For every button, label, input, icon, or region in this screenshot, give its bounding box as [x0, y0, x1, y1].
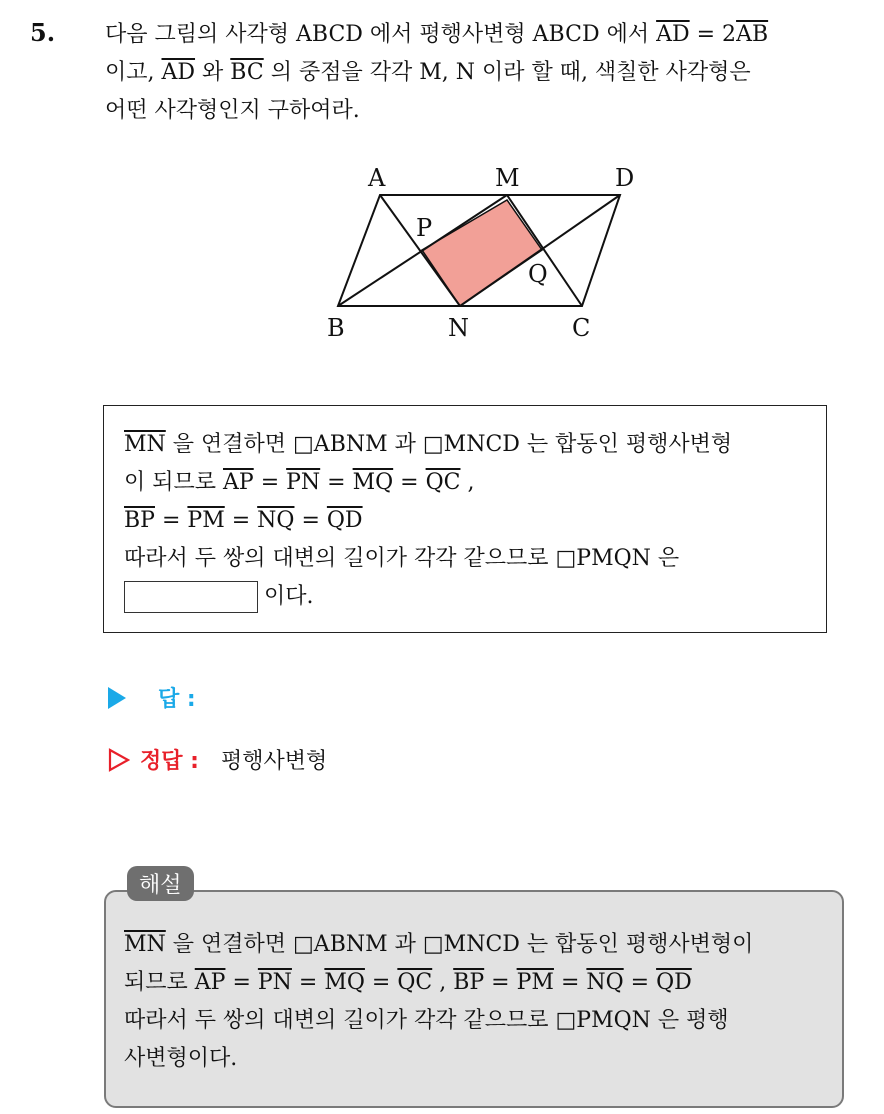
segment-pn: $\overline{PN}$ — [257, 970, 292, 995]
segment-nq: $\overline{NQ}$ — [257, 508, 295, 533]
segment-ad: $\overline{AD}$ — [161, 60, 196, 85]
proof-line-2-pre: 이 되므로 — [124, 470, 223, 495]
explanation-line-1 — [124, 926, 842, 964]
parallelogram-figure — [310, 160, 650, 350]
equals-sign: = — [253, 470, 287, 495]
equals-sign: = — [294, 508, 327, 533]
equals-sign: = — [364, 970, 398, 995]
segment-mq: $\overline{MQ}$ — [352, 470, 394, 495]
proof-line-1-rest: 을 연결하면 □ABNM 과 □MNCD 는 합동인 평행사변형 — [165, 432, 733, 457]
segment-pm: $\overline{PM}$ — [187, 508, 225, 533]
question-line-3: 어떤 사각형인지 구하여라. — [105, 98, 360, 123]
answer-blank-box[interactable] — [124, 581, 258, 613]
segment-mq: $\overline{MQ}$ — [324, 970, 365, 995]
proof-line-5 — [124, 578, 826, 616]
segment-mn: $\overline{MN}$ — [124, 932, 166, 957]
answer-row — [108, 682, 196, 713]
equals-sign: = — [623, 970, 657, 995]
question-line-1 — [105, 16, 865, 54]
segment-bp: $\overline{BP}$ — [124, 508, 155, 533]
explanation-line-2 — [124, 964, 842, 1002]
question-line-2-pre: 이고, — [105, 60, 162, 85]
segment-ap: $\overline{AP}$ — [223, 470, 254, 495]
proof-box — [103, 405, 827, 633]
segment-nq: $\overline{NQ}$ — [586, 970, 624, 995]
equals-sign: = — [224, 508, 258, 533]
label-b: B — [327, 314, 345, 342]
segment-qc: $\overline{QC}$ — [397, 970, 433, 995]
proof-line-3 — [124, 502, 826, 540]
label-d: D — [615, 164, 635, 192]
play-triangle-icon — [108, 687, 126, 709]
comma: , — [432, 970, 454, 995]
equals-sign: = — [320, 470, 353, 495]
segment-ad: $\overline{AD}$ — [656, 22, 690, 47]
segment-ab: $\overline{AB}$ — [736, 22, 769, 47]
label-m: M — [495, 164, 520, 192]
segment-qc: $\overline{QC}$ — [425, 470, 461, 495]
segment-pn: $\overline{PN}$ — [286, 470, 321, 495]
answer-label: 답 : — [158, 687, 196, 712]
segment-qd: $\overline{QD}$ — [326, 508, 363, 533]
segment-bp: $\overline{BP}$ — [453, 970, 485, 995]
outline-triangle-icon — [108, 748, 130, 772]
question-line-2-post: 의 중점을 각각 M, N 이라 할 때, 색칠한 사각형은 — [263, 60, 751, 85]
equals-sign: = — [553, 970, 587, 995]
question-number: 5. — [30, 18, 56, 47]
question-line-2-mid: 와 — [195, 60, 231, 85]
segment-bc: $\overline{BC}$ — [230, 60, 264, 85]
label-n: N — [448, 314, 469, 342]
correct-answer-value: 평행사변형 — [220, 749, 328, 774]
question-text — [105, 16, 865, 130]
question-line-1-pre: 다음 그림의 사각형 ABCD 에서 평행사변형 ABCD 에서 — [105, 22, 657, 47]
segment-mn: $\overline{MN}$ — [124, 432, 166, 457]
explanation-box — [104, 890, 844, 1108]
proof-line-1 — [124, 426, 826, 464]
question-line-2 — [105, 54, 865, 92]
explanation-tag: 해설 — [127, 866, 194, 901]
proof-line-4: 따라서 두 쌍의 대변의 길이가 각각 같으므로 □PMQN 은 — [124, 546, 680, 571]
equals-sign: = — [225, 970, 258, 995]
correct-answer-row — [108, 744, 327, 775]
label-p: P — [416, 214, 433, 242]
equals-sign: = — [484, 970, 517, 995]
equals-two: = 2 — [689, 22, 737, 47]
explanation-line-4: 사변형이다. — [124, 1046, 238, 1071]
label-c: C — [572, 314, 591, 342]
proof-line-2 — [124, 464, 826, 502]
equals-sign: = — [154, 508, 188, 533]
comma: , — [460, 470, 475, 495]
segment-qd: $\overline{QD}$ — [656, 970, 692, 995]
label-q: Q — [528, 260, 548, 288]
equals-sign: = — [291, 970, 325, 995]
proof-line-5-text: 이다. — [264, 584, 314, 609]
explanation-line-1-rest: 을 연결하면 □ABNM 과 □MNCD 는 합동인 평행사변형이 — [165, 932, 754, 957]
label-a: A — [368, 164, 386, 192]
equals-sign: = — [393, 470, 426, 495]
segment-pm: $\overline{PM}$ — [516, 970, 554, 995]
segment-ap: $\overline{AP}$ — [194, 970, 226, 995]
explanation-line-3: 따라서 두 쌍의 대변의 길이가 각각 같으므로 □PMQN 은 평행 — [124, 1008, 729, 1033]
explanation-line-2-pre: 되므로 — [124, 970, 195, 995]
correct-answer-label: 정답 : — [140, 749, 199, 774]
